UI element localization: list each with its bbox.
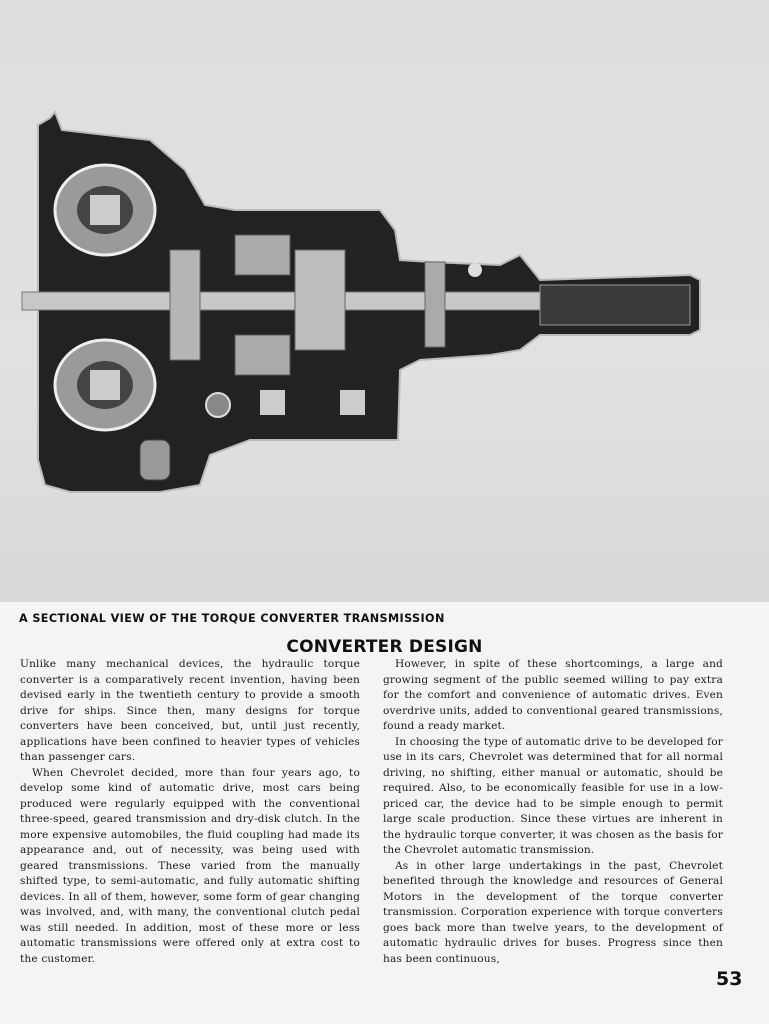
- paragraph: When Chevrolet decided, more than four years ago, to develop some kind of automatic drive, most cars being produced were regularly equipped with the conventional three-speed, geared transmission and dry-disk clutch. In the more expensive automobiles, the fluid coupling had made its appearance and, out of necessity, was being used with geared transmissions. These varied from the manually shifted type, to semi-automatic, and fully automatic shifting devices. In all of them, however, some form of gear changing was involved, and, with many, the conventional clutch pedal was still needed. In addition, most of these more or less automatic transmissions were offered only at extra cost to the customer.: [20, 766, 360, 965]
- page-number: 53: [716, 968, 743, 990]
- paragraph: As in other large undertakings in the past, Chevrolet benefited through the knowledge and resources of General Motors in the development of the torque converter transmission. Corporation experience with torque converters goes back more than twelve years, to the development of automatic hydraulic drives for buses. Progress since then has been continuous,: [383, 859, 723, 965]
- paragraph: In choosing the type of automatic drive to be developed for use in its cars, Chevrolet was determined that for all normal driving, no shifting, either manual or automatic, should be required. Also, to be economically feasible for use in a low-priced car, the device had to be simple enough to permit large scale production. Since these virtues are inherent in the hydraulic torque converter, it was chosen as the basis for the Chevrolet automatic transmission.: [383, 735, 723, 856]
- article-right-column: [383, 657, 723, 967]
- article-left-column: [20, 657, 360, 967]
- article-title: CONVERTER DESIGN: [286, 637, 483, 657]
- paragraph: However, in spite of these shortcomings, a large and growing segment of the public seemed willing to pay extra for the comfort and convenience of automatic drives. Even overdrive units, added to conventional geared transmissions, found a ready market.: [383, 658, 723, 732]
- paragraph: Unlike many mechanical devices, the hydraulic torque converter is a comparatively recent invention, having been devised early in the twentieth century to provide a smooth drive for ships. Since then, many designs for torque converters have been conceived, but, until just recently, applications have been confined to heavier types of vehicles than passenger cars.: [20, 658, 360, 763]
- figure-caption: A SECTIONAL VIEW OF THE TORQUE CONVERTER TRANSMISSION: [19, 612, 445, 625]
